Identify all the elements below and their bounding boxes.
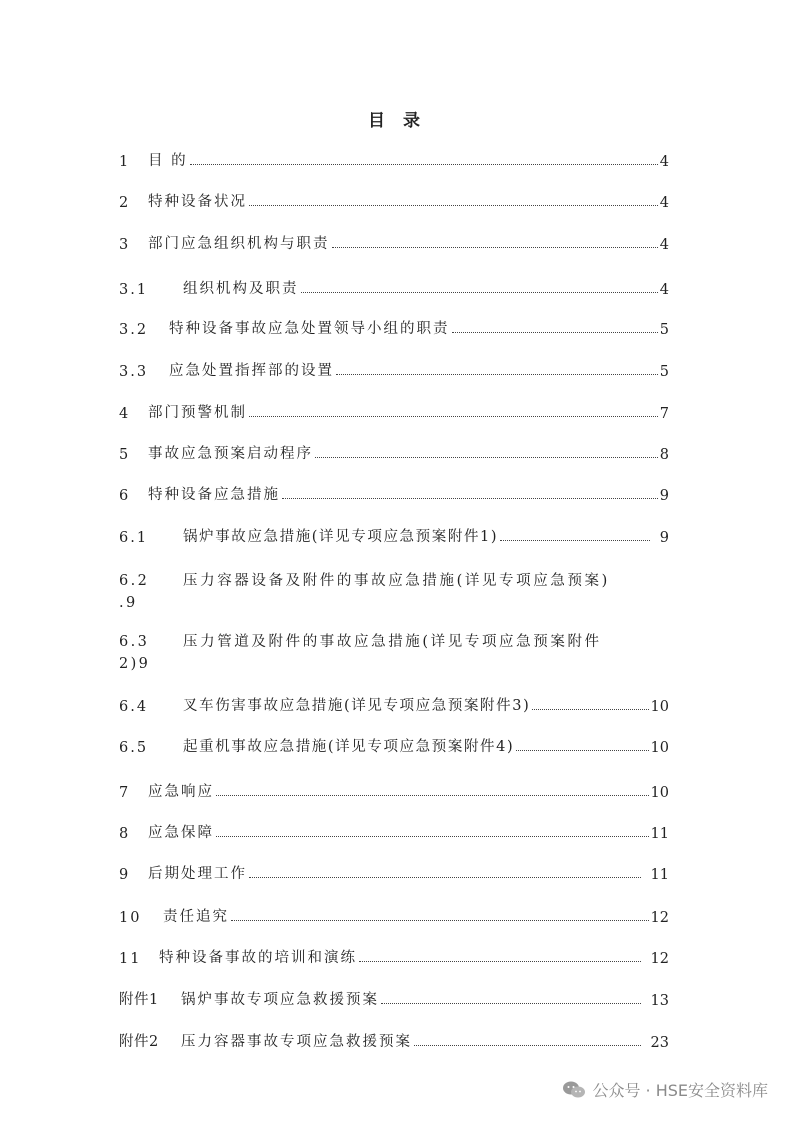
toc-entry-text: 部门预警机制 — [148, 405, 247, 421]
toc-entry-text: 目 的 — [148, 153, 188, 169]
toc-leader-dots — [216, 794, 649, 796]
toc-leader-dots — [414, 1044, 641, 1046]
toc-entry-number: 6 — [119, 488, 131, 504]
toc-entry-text: 特种设备事故应急处置领导小组的职责 — [169, 321, 450, 337]
toc-entry-page: 5 — [659, 322, 669, 338]
toc-entry-text: 事故应急预案启动程序 — [148, 446, 313, 462]
toc-leader-dots — [249, 204, 658, 206]
toc-entry-page: 5 — [659, 364, 669, 380]
toc-leader-dots — [452, 331, 658, 333]
toc-entry-number: 11 — [119, 951, 142, 967]
toc-entry-text: 应急响应 — [148, 784, 214, 800]
toc-entry-number: 1 — [119, 154, 131, 170]
toc-leader-dots — [359, 960, 641, 962]
toc-entry-page: .9 — [119, 595, 138, 611]
toc-entry[interactable] — [119, 734, 669, 756]
toc-leader-dots — [231, 919, 649, 921]
toc-entry[interactable] — [119, 231, 669, 253]
toc-entry-page: 9 — [659, 488, 669, 504]
toc-entry-number: 2 — [119, 195, 131, 211]
toc-title: 目 录 — [368, 111, 426, 131]
wechat-watermark — [562, 1078, 768, 1101]
toc-leader-dots — [282, 497, 658, 499]
toc-entry[interactable] — [119, 276, 669, 298]
toc-leader-dots — [336, 373, 658, 375]
toc-entry-page: 4 — [659, 195, 669, 211]
watermark-text: 公众号 · HSE安全资料库 — [592, 1081, 768, 1100]
toc-entry-number: 9 — [119, 867, 131, 883]
toc-entry-number: 6.4 — [119, 699, 149, 715]
toc-entry-text: 部门应急组织机构与职责 — [148, 236, 330, 252]
toc-entry-wrapped[interactable] — [119, 631, 679, 675]
toc-entry-wrapped[interactable] — [119, 570, 679, 614]
toc-entry-page: 11 — [650, 826, 669, 842]
toc-entry-page: 7 — [659, 406, 669, 422]
toc-entry-number: 4 — [119, 406, 131, 422]
toc-leader-dots — [332, 246, 658, 248]
toc-entry-page: 10 — [650, 740, 669, 756]
toc-leader-dots — [249, 415, 658, 417]
toc-entry[interactable] — [119, 779, 669, 801]
toc-entry-page: 4 — [659, 282, 669, 298]
toc-entry[interactable] — [119, 400, 669, 422]
toc-entry-text: 特种设备状况 — [148, 194, 247, 210]
toc-entry-text: 叉车伤害事故应急措施(详见专项应急预案附件3) — [183, 698, 531, 714]
toc-entry[interactable] — [119, 693, 669, 715]
toc-entry-text: 起重机事故应急措施(详见专项应急预案附件4) — [183, 739, 515, 755]
toc-entry-text: 责任追究 — [163, 909, 229, 925]
toc-entry[interactable] — [119, 148, 669, 170]
toc-entry-number: 6.2 — [119, 573, 150, 589]
toc-entry-page: 13 — [650, 993, 669, 1009]
toc-entry-number: 3 — [119, 237, 131, 253]
toc-entry[interactable] — [119, 987, 669, 1009]
toc-entry[interactable] — [119, 945, 669, 967]
toc-leader-dots — [381, 1002, 641, 1004]
toc-entry-text: 锅炉事故应急措施(详见专项应急预案附件1) — [183, 529, 499, 545]
toc-entry[interactable] — [119, 189, 669, 211]
toc-entry-number: 6.5 — [119, 740, 149, 756]
toc-entry-number: 3.2 — [119, 322, 149, 338]
toc-entry[interactable] — [119, 904, 669, 926]
toc-entry[interactable] — [119, 316, 669, 338]
toc-entry-number: 10 — [119, 910, 142, 926]
toc-leader-dots — [301, 291, 658, 293]
toc-leader-dots — [190, 163, 658, 165]
toc-entry-page: 9 — [659, 530, 669, 546]
toc-entry-number: 5 — [119, 447, 131, 463]
toc-entry[interactable] — [119, 820, 669, 842]
toc-entry-page: 4 — [659, 154, 669, 170]
toc-entry-text: 压力容器设备及附件的事故应急措施(详见专项应急预案) — [183, 573, 610, 589]
toc-entry-page: 8 — [659, 447, 669, 463]
toc-entry-text: 应急保障 — [148, 825, 214, 841]
wechat-icon — [562, 1080, 586, 1100]
toc-entry-text: 应急处置指挥部的设置 — [169, 363, 334, 379]
toc-entry-text: 后期处理工作 — [148, 866, 247, 882]
toc-entry-number: 附件1 — [119, 992, 159, 1008]
toc-entry-page: 11 — [650, 867, 669, 883]
toc-entry-number: 3.3 — [119, 364, 149, 380]
toc-entry-page: 23 — [650, 1035, 669, 1051]
toc-entry-number: 6.3 — [119, 634, 150, 650]
toc-entry-number: 7 — [119, 785, 131, 801]
toc-entry[interactable] — [119, 861, 669, 883]
toc-leader-dots — [249, 876, 641, 878]
toc-entry-page: 10 — [650, 699, 669, 715]
toc-entry-page: 2)9 — [119, 656, 151, 672]
toc-entry-number: 6.1 — [119, 530, 149, 546]
toc-entry-page: 12 — [650, 910, 669, 926]
toc-entry-page: 12 — [650, 951, 669, 967]
toc-entry-number: 3.1 — [119, 282, 149, 298]
toc-leader-dots — [532, 708, 648, 710]
toc-entry[interactable] — [119, 524, 669, 546]
toc-leader-dots — [315, 456, 658, 458]
toc-entry[interactable] — [119, 1029, 669, 1051]
toc-entry-text: 特种设备应急措施 — [148, 487, 280, 503]
toc-entry-page: 10 — [650, 785, 669, 801]
toc-entry-number: 8 — [119, 826, 131, 842]
toc-entry-text: 压力容器事故专项应急救援预案 — [181, 1034, 412, 1050]
toc-entry[interactable] — [119, 358, 669, 380]
toc-entry-text: 锅炉事故专项应急救援预案 — [181, 992, 379, 1008]
toc-entry-text: 压力管道及附件的事故应急措施(详见专项应急预案附件 — [183, 634, 602, 650]
toc-leader-dots — [500, 539, 650, 541]
toc-leader-dots — [216, 835, 649, 837]
toc-leader-dots — [516, 749, 648, 751]
toc-entry[interactable] — [119, 441, 669, 463]
toc-entry-text: 组织机构及职责 — [183, 281, 299, 297]
toc-entry-text: 特种设备事故的培训和演练 — [159, 950, 357, 966]
toc-entry-number: 附件2 — [119, 1034, 159, 1050]
toc-entry-page: 4 — [659, 237, 669, 253]
toc-entry[interactable] — [119, 482, 669, 504]
